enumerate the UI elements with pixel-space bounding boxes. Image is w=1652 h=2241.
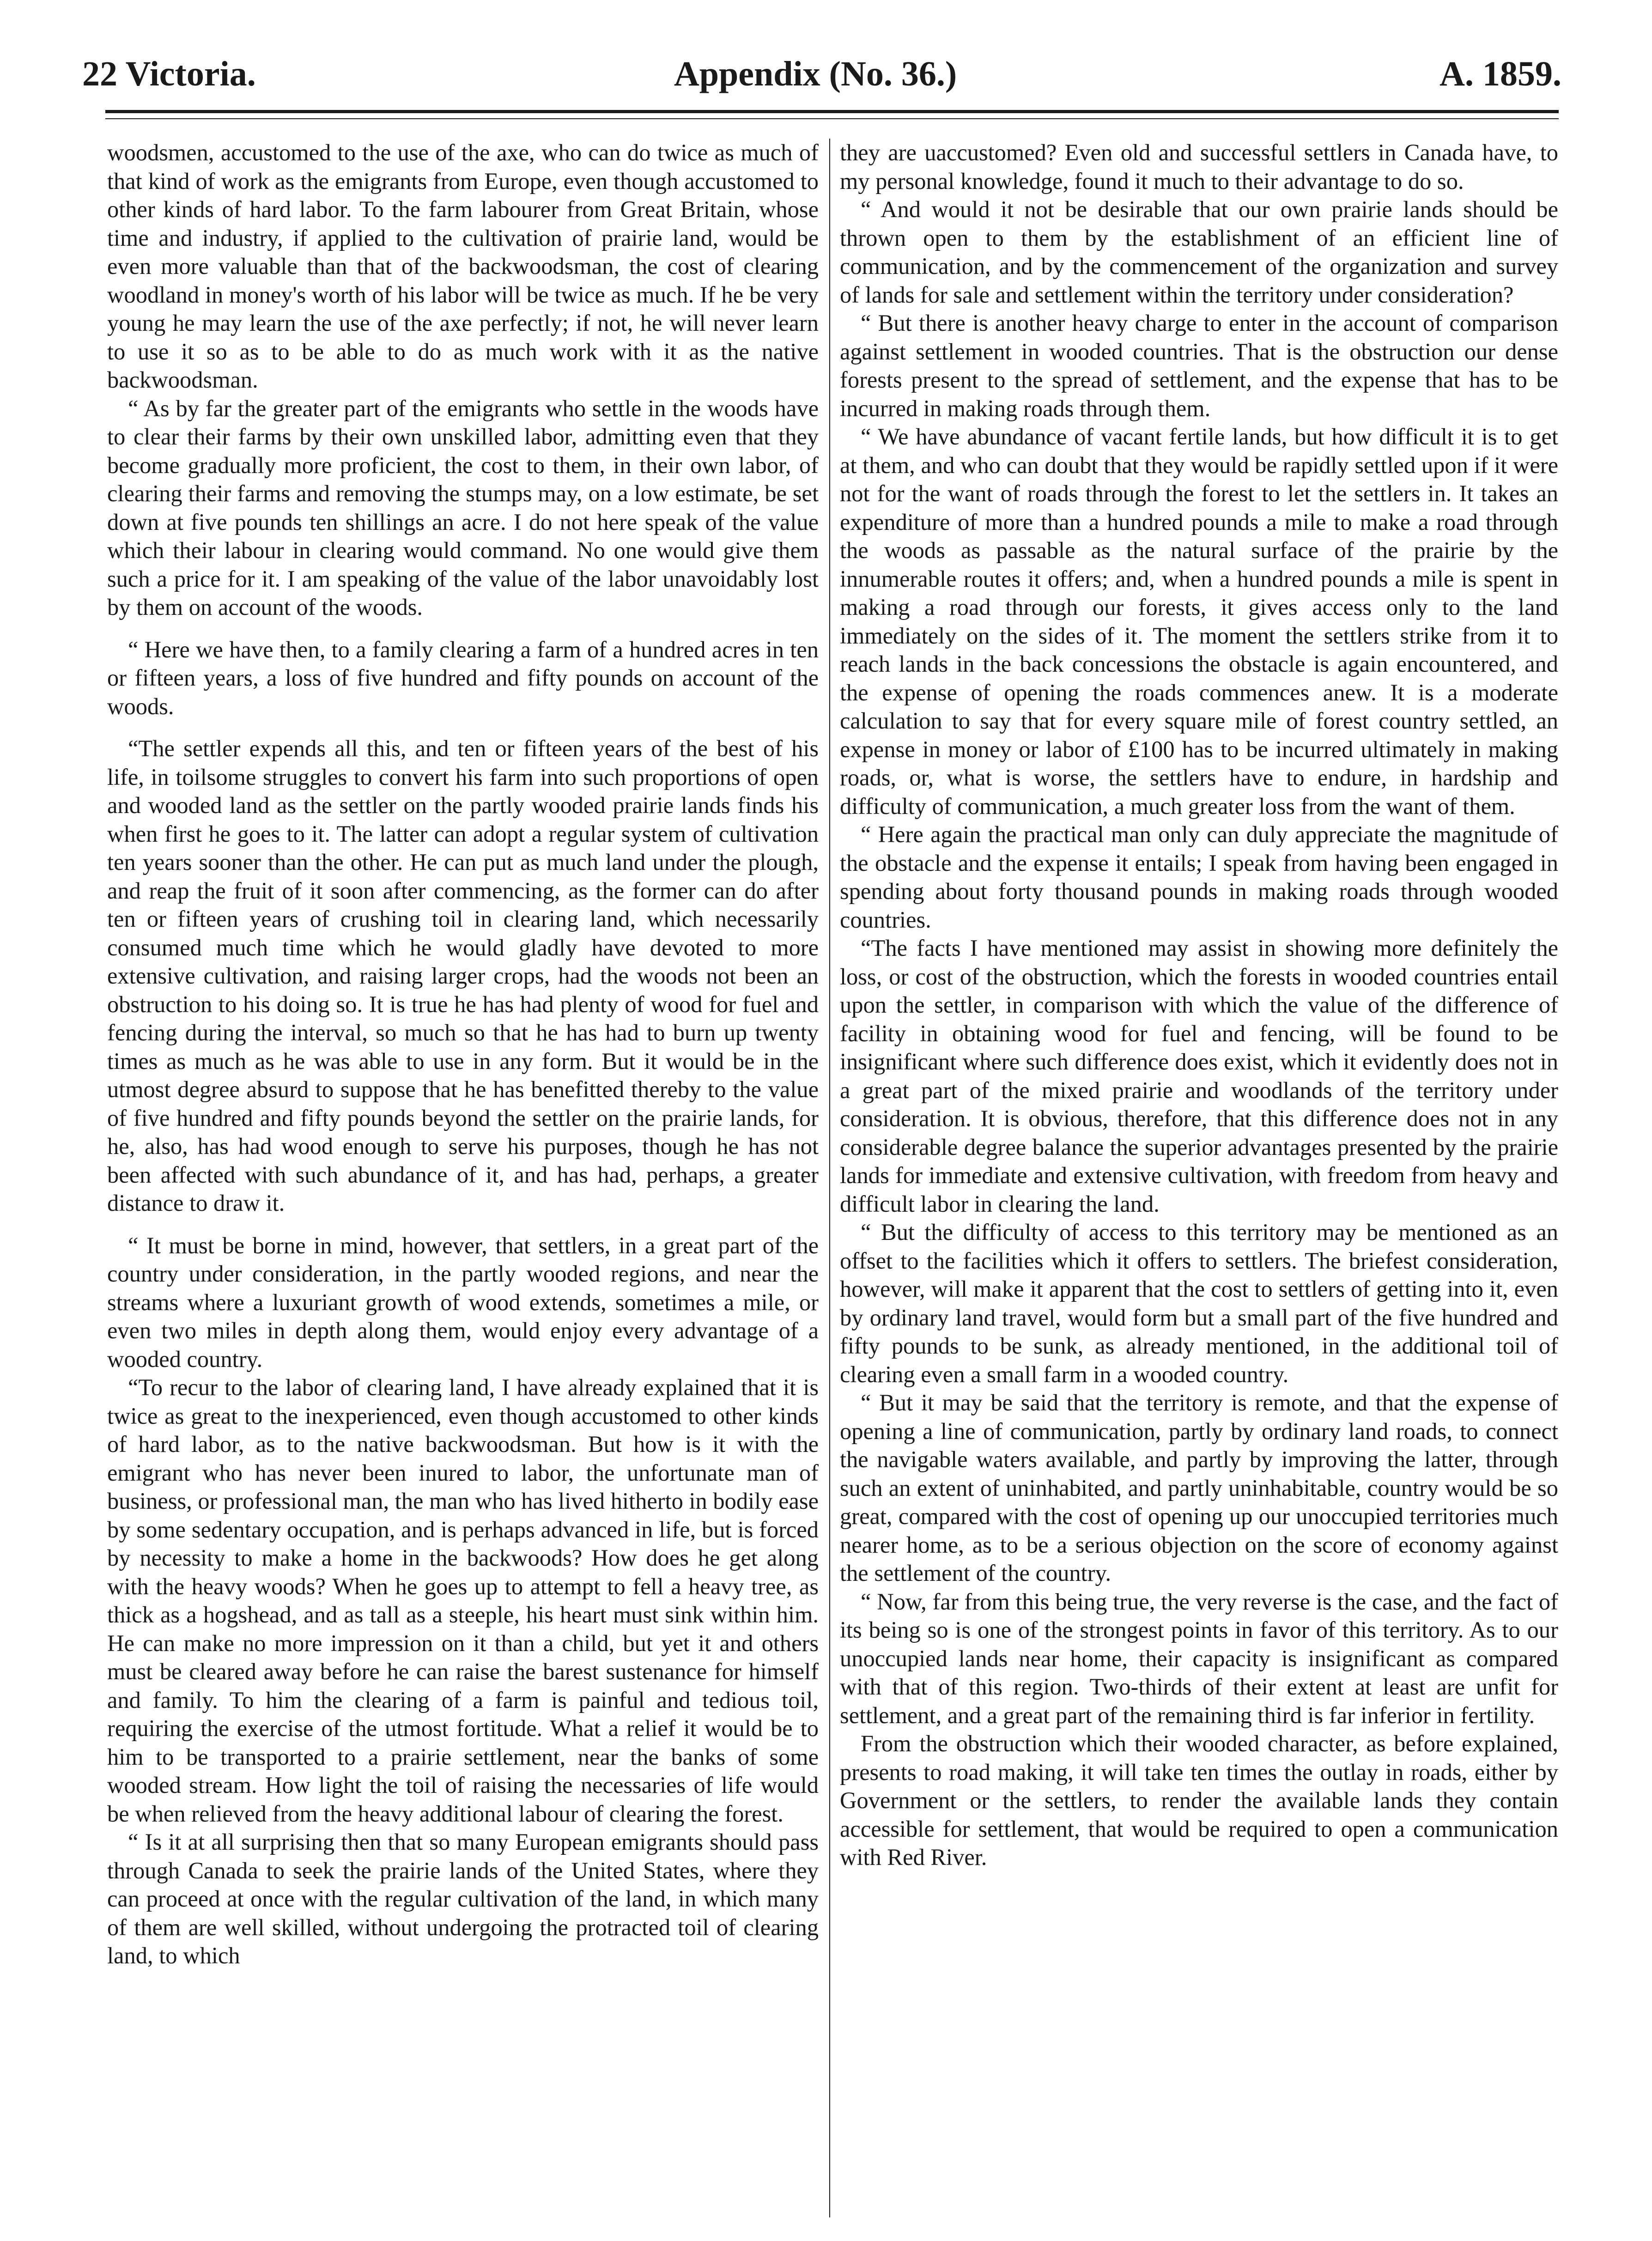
paragraph: From the obstruction which their wooded character, as before explained, presents to road making, it will take ten times the outlay in roads, either by Government or the settlers, to render the available lands they contain accessible for settlement, that would be required to open a communication with Red River.: [840, 1731, 1558, 1870]
paragraph: “ Is it at all surprising then that so many European emigrants should pass through Canada to seek the prairie lands of the United States, where they can proceed at once with the regular cultivation of the land, in which many of them are well skilled, without undergoing the protracted toil of clearing land, to which: [107, 1829, 819, 1968]
paragraph: “ But the difficulty of access to this territory may be mentioned as an offset to the facilities which it offers to settlers. The briefest consideration, however, will make it apparent that the cost to settlers of getting into it, even by ordinary land travel, would form but a small part of the five hundred and fifty pounds to be sunk, as already mentioned, in the additional toil of clearing even a small farm in a wooded country.: [840, 1219, 1558, 1387]
paragraph: “The settler expends all this, and ten or fifteen years of the best of his life, in toilsome struggles to convert his farm into such proportions of open and wooded land as the settler on the partly wooded prairie lands finds his when first he goes to it. The latter can adopt a regular system of cultivation ten years sooner than the other. He can put as much land under the plough, and reap the fruit of it soon after commencing, as the former can do after ten or fifteen years of crushing toil in clearing land, which necessarily consumed much time which he would gladly have devoted to more extensive cultivation, and raising larger crops, had the woods not been an obstruction to his doing so. It is true he has had plenty of wood for fuel and fencing during the interval, so much so that he has had to burn up twenty times as much as he was able to use in any form. But it would be in the utmost degree absurd to suppose that he has benefitted thereby to the value of five hundred and fifty pounds beyond the settler on the prairie lands, for he, also, has had wood enough to serve his purposes, though he has not been affected with such abundance of it, and has had, perhaps, a greater distance to draw it.: [107, 735, 819, 1216]
paragraph: “ We have abundance of vacant fertile lands, but how difficult it is to get at them, and who can doubt that they would be rapidly settled upon if it were not for the want of roads through the forest to let the settlers in. It takes an expenditure of more than a hundred pounds a mile to make a road through the woods as passable as the natural surface of the prairie by the innumerable routes it offers; and, when a hundred pounds a mile is spent in making a road through our forests, it gives access only to the land immediately on the sides of it. The moment the settlers strike from it to reach lands in the back concessions the obstacle is again encountered, and the expense of opening the roads commences anew. It is a moderate calculation to say that for every square mile of forest country settled, an expense in money or labor of £100 has to be incurred ultimately in making roads, or, what is worse, the settlers have to endure, in hardship and difficulty of communication, a much greater loss from the want of them.: [840, 424, 1558, 819]
paragraph: “ But there is another heavy charge to enter in the account of comparison against settlement in wooded countries. That is the obstruction our dense forests present to the spread of settlement, and the expense that has to be incurred in making roads through them.: [840, 310, 1558, 421]
column-divider: [829, 139, 830, 2217]
paragraph: “The facts I have mentioned may assist in showing more definitely the loss, or cost of the obstruction, which the forests in wooded countries entail upon the settler, in comparison with which the value of the difference of facility in obtaining wood for fuel and fencing, will be found to be insignificant where such difference does exist, which it evidently does not in a great part of the mixed prairie and woodlands of the territory under consideration. It is obvious, therefore, that this difference does not in any considerable degree balance the superior advantages presented by the prairie lands for immediate and extensive cultivation, with freedom from heavy and difficult labor in clearing the land.: [840, 935, 1558, 1217]
paragraph: “ And would it not be desirable that our own prairie lands should be thrown open to them by the establishment of an efficient line of communication, and by the commencement of the organization and survey of lands for sale and settlement within the territory under consideration?: [840, 196, 1558, 308]
header-appendix: Appendix (No. 36.): [674, 55, 957, 93]
page-header: [69, 46, 1561, 102]
header-year: A. 1859.: [1439, 55, 1561, 93]
paragraph: “ It must be borne in mind, however, that settlers, in a great part of the country under consideration, in the partly wooded regions, and near the streams where a luxuriant growth of wood extends, sometimes a mile, or even two miles in depth along them, would enjoy every advantage of a wooded country.: [107, 1232, 819, 1372]
paragraph: “ Here we have then, to a family clearing a farm of a hundred acres in ten or fifteen years, a loss of five hundred and fifty pounds on account of the woods.: [107, 636, 819, 719]
paragraph: they are uaccustomed? Even old and successful settlers in Canada have, to my personal knowledge, found it much to their advantage to do so.: [840, 140, 1558, 194]
header-session: 22 Victoria.: [82, 55, 256, 93]
paragraph: “ Here again the practical man only can duly appreciate the magnitude of the obstacle and the expense it entails; I speak from having been engaged in spending about forty thousand pounds in making roads through wooded countries.: [840, 821, 1558, 933]
paragraph: “To recur to the labor of clearing land, I have already explained that it is twice as great to the inexperienced, even though accustomed to other kinds of hard labor, as to the native backwoodsman. But how is it with the emigrant who has never been inured to labor, the unfortunate man of business, or professional man, the man who has lived hitherto in bodily ease by some sedentary occupation, and is perhaps advanced in life, but is forced by necessity to make a home in the backwoods? How does he get along with the heavy woods? When he goes up to attempt to fell a heavy tree, as thick as a hogshead, and as tall as a steeple, his heart must sink within him. He can make no more impression on it than a child, but yet it and others must be cleared away before he can raise the barest sustenance for himself and family. To him the clearing of a farm is painful and tedious toil, requiring the exercise of the utmost fortitude. What a relief it would be to him to be transported to a prairie settlement, near the banks of some wooded stream. How light the toil of raising the necessaries of life would be when relieved from the heavy additional labour of clearing the forest.: [107, 1374, 819, 1827]
left-column: [107, 139, 819, 2227]
paragraph: woodsmen, accustomed to the use of the axe, who can do twice as much of that kind of work as the emigrants from Europe, even though accustomed to other kinds of hard labor. To the farm labourer from Great Britain, whose time and industry, if applied to the cultivation of prairie land, would be even more valuable than that of the backwoodsman, the cost of clearing woodland in money's worth of his labor will be twice as much. If he be very young he may learn the use of the axe perfectly; if not, he will never learn to use it so as to be able to do as much work with it as the native backwoodsman.: [107, 140, 819, 393]
paragraph: “ But it may be said that the territory is remote, and that the expense of opening a line of communication, partly by ordinary land roads, to connect the navigable waters available, and partly by improving the latter, through such an extent of uninhabited, and partly uninhabitable, country would be so great, compared with the cost of opening up our unoccupied territories much nearer home, as to be a serious objection on the score of economy against the settlement of the country.: [840, 1390, 1558, 1586]
header-rule-thin: [105, 118, 1559, 119]
header-rule-thick: [105, 110, 1559, 113]
paragraph: “ As by far the greater part of the emigrants who settle in the woods have to clear their farms by their own unskilled labor, admitting even that they become gradually more proficient, the cost to them, in their own labor, of clearing their farms and removing the stumps may, on a low estimate, be set down at five pounds ten shillings an acre. I do not here speak of the value which their labour in clearing would command. No one would give them such a price for it. I am speaking of the value of the labor unavoidably lost by them on account of the woods.: [107, 395, 819, 620]
right-column: [840, 139, 1558, 2227]
paragraph: “ Now, far from this being true, the very reverse is the case, and the fact of its being so is one of the strongest points in favor of this territory. As to our unoccupied lands near home, their capacity is insignificant as compared with that of this region. Two-thirds of their extent at least are unfit for settlement, and a great part of the remaining third is far inferior in fertility.: [840, 1588, 1558, 1728]
